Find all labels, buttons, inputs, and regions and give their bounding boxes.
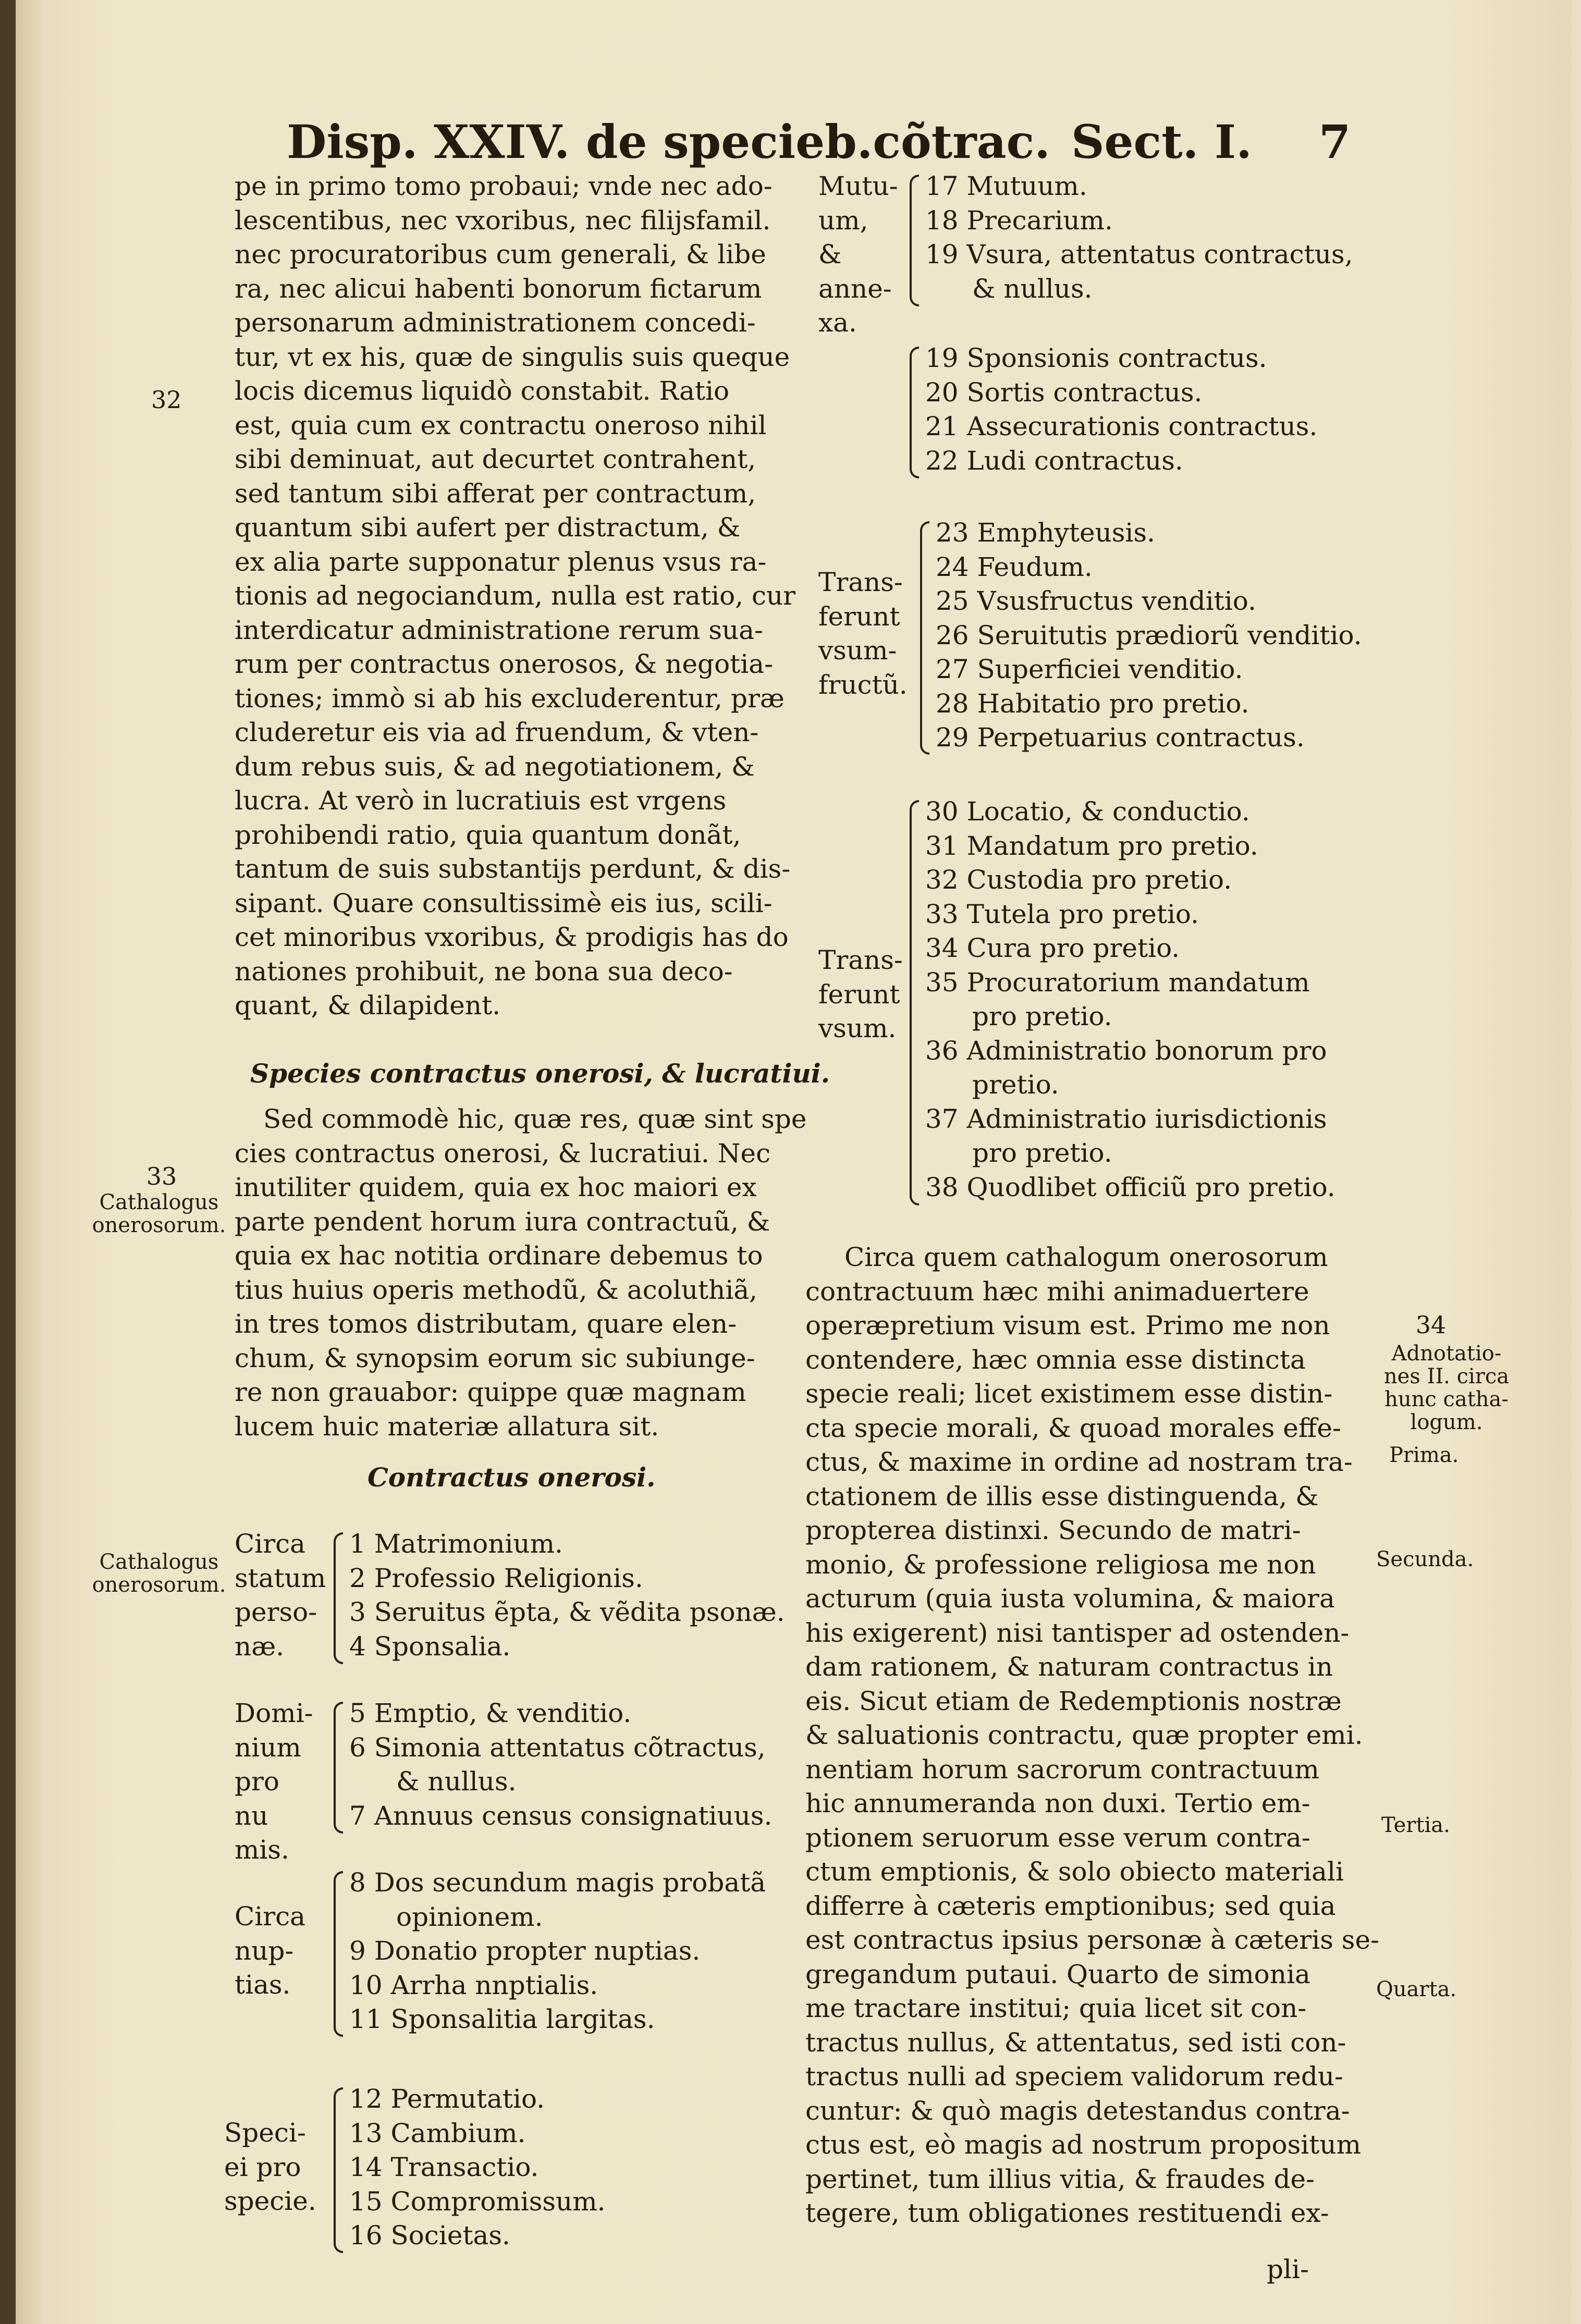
entry: 1 Matrimonium.	[349, 1529, 563, 1559]
text-line: nentiam horum sacrorum contractuum	[805, 1754, 1319, 1785]
entry: pretio.	[972, 1069, 1059, 1100]
group-label: Trans- ferunt vsum.	[818, 945, 903, 1043]
text-line: lescentibus, nec vxoribus, nec filijsfamil.	[235, 205, 771, 236]
margin-number-33: 33	[146, 1162, 177, 1190]
text-line: monio, & professione religiosa me non	[805, 1549, 1316, 1580]
group-entries	[925, 169, 1353, 306]
text-line: personarum administrationem concedi-	[235, 308, 756, 338]
entry: 33 Tutela pro pretio.	[925, 899, 1199, 929]
margin-note-quarta: Quarta.	[1376, 1977, 1457, 2001]
book-page	[13, 0, 1572, 2324]
brace	[920, 521, 929, 755]
entry: pro pretio.	[972, 1001, 1112, 1031]
entry: 4 Sponsalia.	[349, 1631, 511, 1662]
margin-note-prima: Prima.	[1389, 1443, 1459, 1467]
entry: 16 Societas.	[349, 2220, 510, 2251]
text-line: gregandum putaui. Quarto de simonia	[805, 1959, 1310, 1989]
text-line: eis. Sicut etiam de Redemptionis nostræ	[805, 1686, 1342, 1716]
text-line: quant, & dilapident.	[235, 990, 501, 1020]
heading-species: Species contractus onerosi, & lucratiui.	[250, 1058, 830, 1089]
entry: 24 Feudum.	[936, 551, 1093, 582]
entry: 21 Assecurationis contractus.	[925, 411, 1318, 441]
entry: 26 Seruitutis prædiorũ venditio.	[936, 620, 1362, 650]
entry: 10 Arrha nnptialis.	[349, 1970, 598, 2000]
text-line: prohibendi ratio, quia quantum donãt,	[235, 819, 741, 850]
text-line: nationes prohibuit, ne bona sua deco-	[235, 956, 733, 987]
entry: 32 Custodia pro pretio.	[925, 865, 1232, 895]
entry: & nullus.	[972, 273, 1093, 304]
entry: 2 Professio Religionis.	[349, 1563, 643, 1593]
right-column-text	[805, 1240, 1379, 2231]
text-line: operæpretium visum est. Primo me non	[805, 1310, 1330, 1341]
entry: 15 Compromissum.	[349, 2186, 606, 2217]
group-label: Circa nup- tias.	[235, 1901, 305, 2000]
text-line: dam rationem, & naturam contractus in	[805, 1652, 1333, 1682]
text-line: est, quia cum ex contractu oneroso nihil	[235, 410, 767, 440]
entry: 18 Precarium.	[925, 205, 1113, 236]
group-label: Trans- ferunt vsum- fructũ.	[818, 567, 908, 700]
text-line: sed tantum sibi afferat per contractum,	[235, 478, 756, 509]
section-label: Sect. I.	[1071, 115, 1252, 169]
text-line: differre à cæteris emptionibus; sed quia	[805, 1890, 1336, 1921]
text-line: nec procuratoribus cum generali, & libe	[235, 239, 766, 269]
text-line: Circa quem cathalogum onerosorum	[844, 1242, 1328, 1272]
text-line: tionis ad negociandum, nulla est ratio, cur	[235, 581, 796, 611]
text-line: tegere, tum obligationes restituendi ex-	[805, 2198, 1329, 2228]
text-line: re non grauabor: quippe quæ magnam	[235, 1377, 746, 1407]
margin-note-cathalogus: Cathalogus onerosorum.	[92, 1550, 226, 1597]
text-line: pe in primo tomo probaui; vnde nec ado-	[235, 171, 773, 201]
group-entries	[925, 795, 1335, 1204]
entry: 7 Annuus census consignatiuus.	[349, 1800, 773, 1831]
page-number: 7	[1319, 115, 1351, 169]
text-line: interdicatur administratione rerum sua-	[235, 614, 763, 645]
text-line: propterea distinxi. Secundo de matri-	[805, 1515, 1301, 1545]
entry: 20 Sortis contractus.	[925, 377, 1203, 408]
text-line: cuntur: & quò magis detestandus contra-	[805, 2095, 1350, 2126]
group-entries	[925, 341, 1317, 478]
text-line: specie reali; licet existimem esse distin-	[805, 1379, 1333, 1409]
entry: 11 Sponsalitia largitas.	[349, 2004, 655, 2034]
text-line: chum, & synopsim eorum sic subiunge-	[235, 1343, 755, 1373]
text-line: me tractare institui; quia licet sit con-	[805, 1993, 1307, 2023]
entry: 9 Donatio propter nuptias.	[349, 1936, 701, 1966]
text-line: rum per contractus onerosos, & negotia-	[235, 649, 773, 679]
group-entries	[349, 1696, 772, 1833]
entry: 23 Emphyteusis.	[936, 518, 1155, 548]
entry: 35 Procuratorium mandatum	[925, 967, 1310, 998]
entry: 17 Mutuum.	[925, 171, 1087, 201]
group-label: Domi- nium pro nu mis.	[235, 1698, 313, 1865]
entry: 5 Emptio, & venditio.	[349, 1698, 632, 1728]
text-line: tius huius operis methodũ, & acoluthiã,	[235, 1274, 758, 1305]
brace	[910, 347, 919, 478]
text-line: pertinet, tum illius vitia, & fraudes de-	[805, 2163, 1315, 2194]
entry: 3 Seruitus ẽpta, & vẽdita psonæ.	[349, 1597, 785, 1627]
group-label: Mutu- um, & anne- xa.	[818, 171, 898, 338]
text-line: tur, vt ex his, quæ de singulis suis queque	[235, 341, 790, 372]
text-line: ra, nec alicui habenti bonorum fictarum	[235, 273, 762, 304]
text-line: in tres tomos distributam, quare elen-	[235, 1309, 737, 1339]
entry: 14 Transactio.	[349, 2152, 539, 2182]
brace	[334, 1871, 343, 2037]
entry: 27 Superficiei venditio.	[936, 654, 1243, 684]
entry: opinionem.	[396, 1901, 543, 1932]
entry: 22 Ludi contractus.	[925, 445, 1183, 476]
text-line: tractus nulli ad speciem validorum redu-	[805, 2061, 1343, 2092]
text-line: sibi deminuat, aut decurtet contrahent,	[235, 444, 756, 474]
entry: 8 Dos secundum magis probatã	[349, 1867, 766, 1898]
margin-note-cathalogus: Cathalogus onerosorum.	[92, 1190, 226, 1237]
text-line: his exigerent) nisi tantisper ad ostenden-	[805, 1617, 1350, 1648]
species-paragraph	[235, 1102, 807, 1444]
brace	[334, 2087, 343, 2253]
entry: 38 Quodlibet officiũ pro pretio.	[925, 1172, 1335, 1202]
entry: 30 Locatio, & conductio.	[925, 796, 1250, 827]
text-line: quia ex hac notitia ordinare debemus to	[235, 1240, 763, 1271]
group-entries	[936, 516, 1362, 755]
brace	[334, 1702, 343, 1834]
text-line: tantum de suis substantijs perdunt, & dis-	[235, 854, 791, 884]
text-line: lucem huic materiæ allatura sit.	[235, 1411, 659, 1442]
group-entries	[349, 2082, 606, 2253]
text-line: ptionem seruorum esse verum contra-	[805, 1822, 1310, 1853]
catchword: pli-	[1267, 2254, 1309, 2284]
text-line: contractuum hæc mihi animaduertere	[805, 1276, 1309, 1307]
text-line: ctationem de illis esse distinguenda, &	[805, 1481, 1319, 1511]
group-label: Circa statum perso- næ.	[235, 1529, 326, 1662]
text-line: & saluationis contractu, quæ propter emi.	[805, 1720, 1363, 1750]
text-line: tiones; immò si ab his excluderentur, præ	[235, 683, 785, 714]
entry: 29 Perpetuarius contractus.	[936, 722, 1305, 753]
margin-number-34: 34	[1415, 1311, 1447, 1339]
text-line: inutiliter quidem, quia ex hoc maiori ex	[235, 1172, 757, 1202]
text-line: cluderetur eis via ad fruendum, & vten-	[235, 717, 759, 747]
entry: 25 Vsusfructus venditio.	[936, 586, 1256, 616]
text-line: dum rebus suis, & ad negotiationem, &	[235, 751, 755, 782]
heading-onerosi: Contractus onerosi.	[367, 1462, 656, 1493]
text-line: parte pendent horum iura contractuũ, &	[235, 1206, 770, 1237]
text-line: lucra. At verò in lucratiuis est vrgens	[235, 785, 727, 816]
text-line: tractus nullus, & attentatus, sed isti con-	[805, 2027, 1346, 2058]
group-entries	[349, 1527, 785, 1664]
entry: 13 Cambium.	[349, 2118, 526, 2148]
left-column-text	[235, 169, 803, 1023]
text-line: hic annumeranda non duxi. Tertio em-	[805, 1788, 1310, 1818]
running-title: Disp. XXIV. de specieb.cõtrac.	[287, 115, 1050, 169]
text-line: cet minoribus vxoribus, & prodigis has do	[235, 922, 789, 952]
binding-gutter	[0, 0, 16, 2324]
text-line: ex alia parte supponatur plenus vsus ra-	[235, 546, 767, 577]
margin-note-adnotationes: Adnotatio- nes II. circa hunc catha- logum.	[1383, 1342, 1510, 1434]
text-line: quantum sibi aufert per distractum, &	[235, 512, 741, 543]
entry: & nullus.	[396, 1766, 517, 1797]
entry: 28 Habitatio pro pretio.	[936, 688, 1249, 719]
text-line: contendere, hæc omnia esse distincta	[805, 1344, 1306, 1375]
text-line: Sed commodè hic, quæ res, quæ sint spe	[263, 1104, 807, 1134]
margin-number-32: 32	[151, 386, 182, 414]
brace	[910, 175, 919, 306]
text-line: ctus est, eò magis ad nostrum propositum	[805, 2130, 1361, 2160]
text-line: locis dicemus liquidò constabit. Ratio	[235, 376, 730, 406]
entry: 19 Vsura, attentatus contractus,	[925, 239, 1353, 269]
text-line: cies contractus onerosi, & lucratiui. Nec	[235, 1138, 771, 1169]
group-entries	[349, 1866, 766, 2037]
entry: 31 Mandatum pro pretio.	[925, 830, 1258, 861]
text-line: est contractus ipsius personæ à cæteris se-	[805, 1925, 1379, 1955]
brace	[334, 1532, 343, 1664]
entry: 34 Cura pro pretio.	[925, 933, 1180, 963]
margin-note-secunda: Secunda.	[1376, 1547, 1474, 1571]
brace	[910, 800, 919, 1206]
group-label: Speci- ei pro specie.	[224, 2118, 316, 2216]
text-line: sipant. Quare consultissimè eis ius, scili-	[235, 888, 773, 918]
text-line: cta specie morali, & quoad morales effe-	[805, 1412, 1341, 1443]
text-line: acturum (quia iusta volumina, & maiora	[805, 1583, 1335, 1614]
entry: 19 Sponsionis contractus.	[925, 343, 1267, 373]
entry: pro pretio.	[972, 1138, 1112, 1168]
entry: 37 Administratio iurisdictionis	[925, 1103, 1327, 1134]
entry: 36 Administratio bonorum pro	[925, 1035, 1327, 1066]
margin-note-tertia: Tertia.	[1381, 1813, 1450, 1837]
text-line: ctus, & maxime in ordine ad nostram tra-	[805, 1447, 1353, 1477]
text-line: ctum emptionis, & solo obiecto materiali	[805, 1856, 1344, 1887]
entry: 12 Permutatio.	[349, 2084, 545, 2114]
entry: 6 Simonia attentatus cõtractus,	[349, 1732, 766, 1763]
